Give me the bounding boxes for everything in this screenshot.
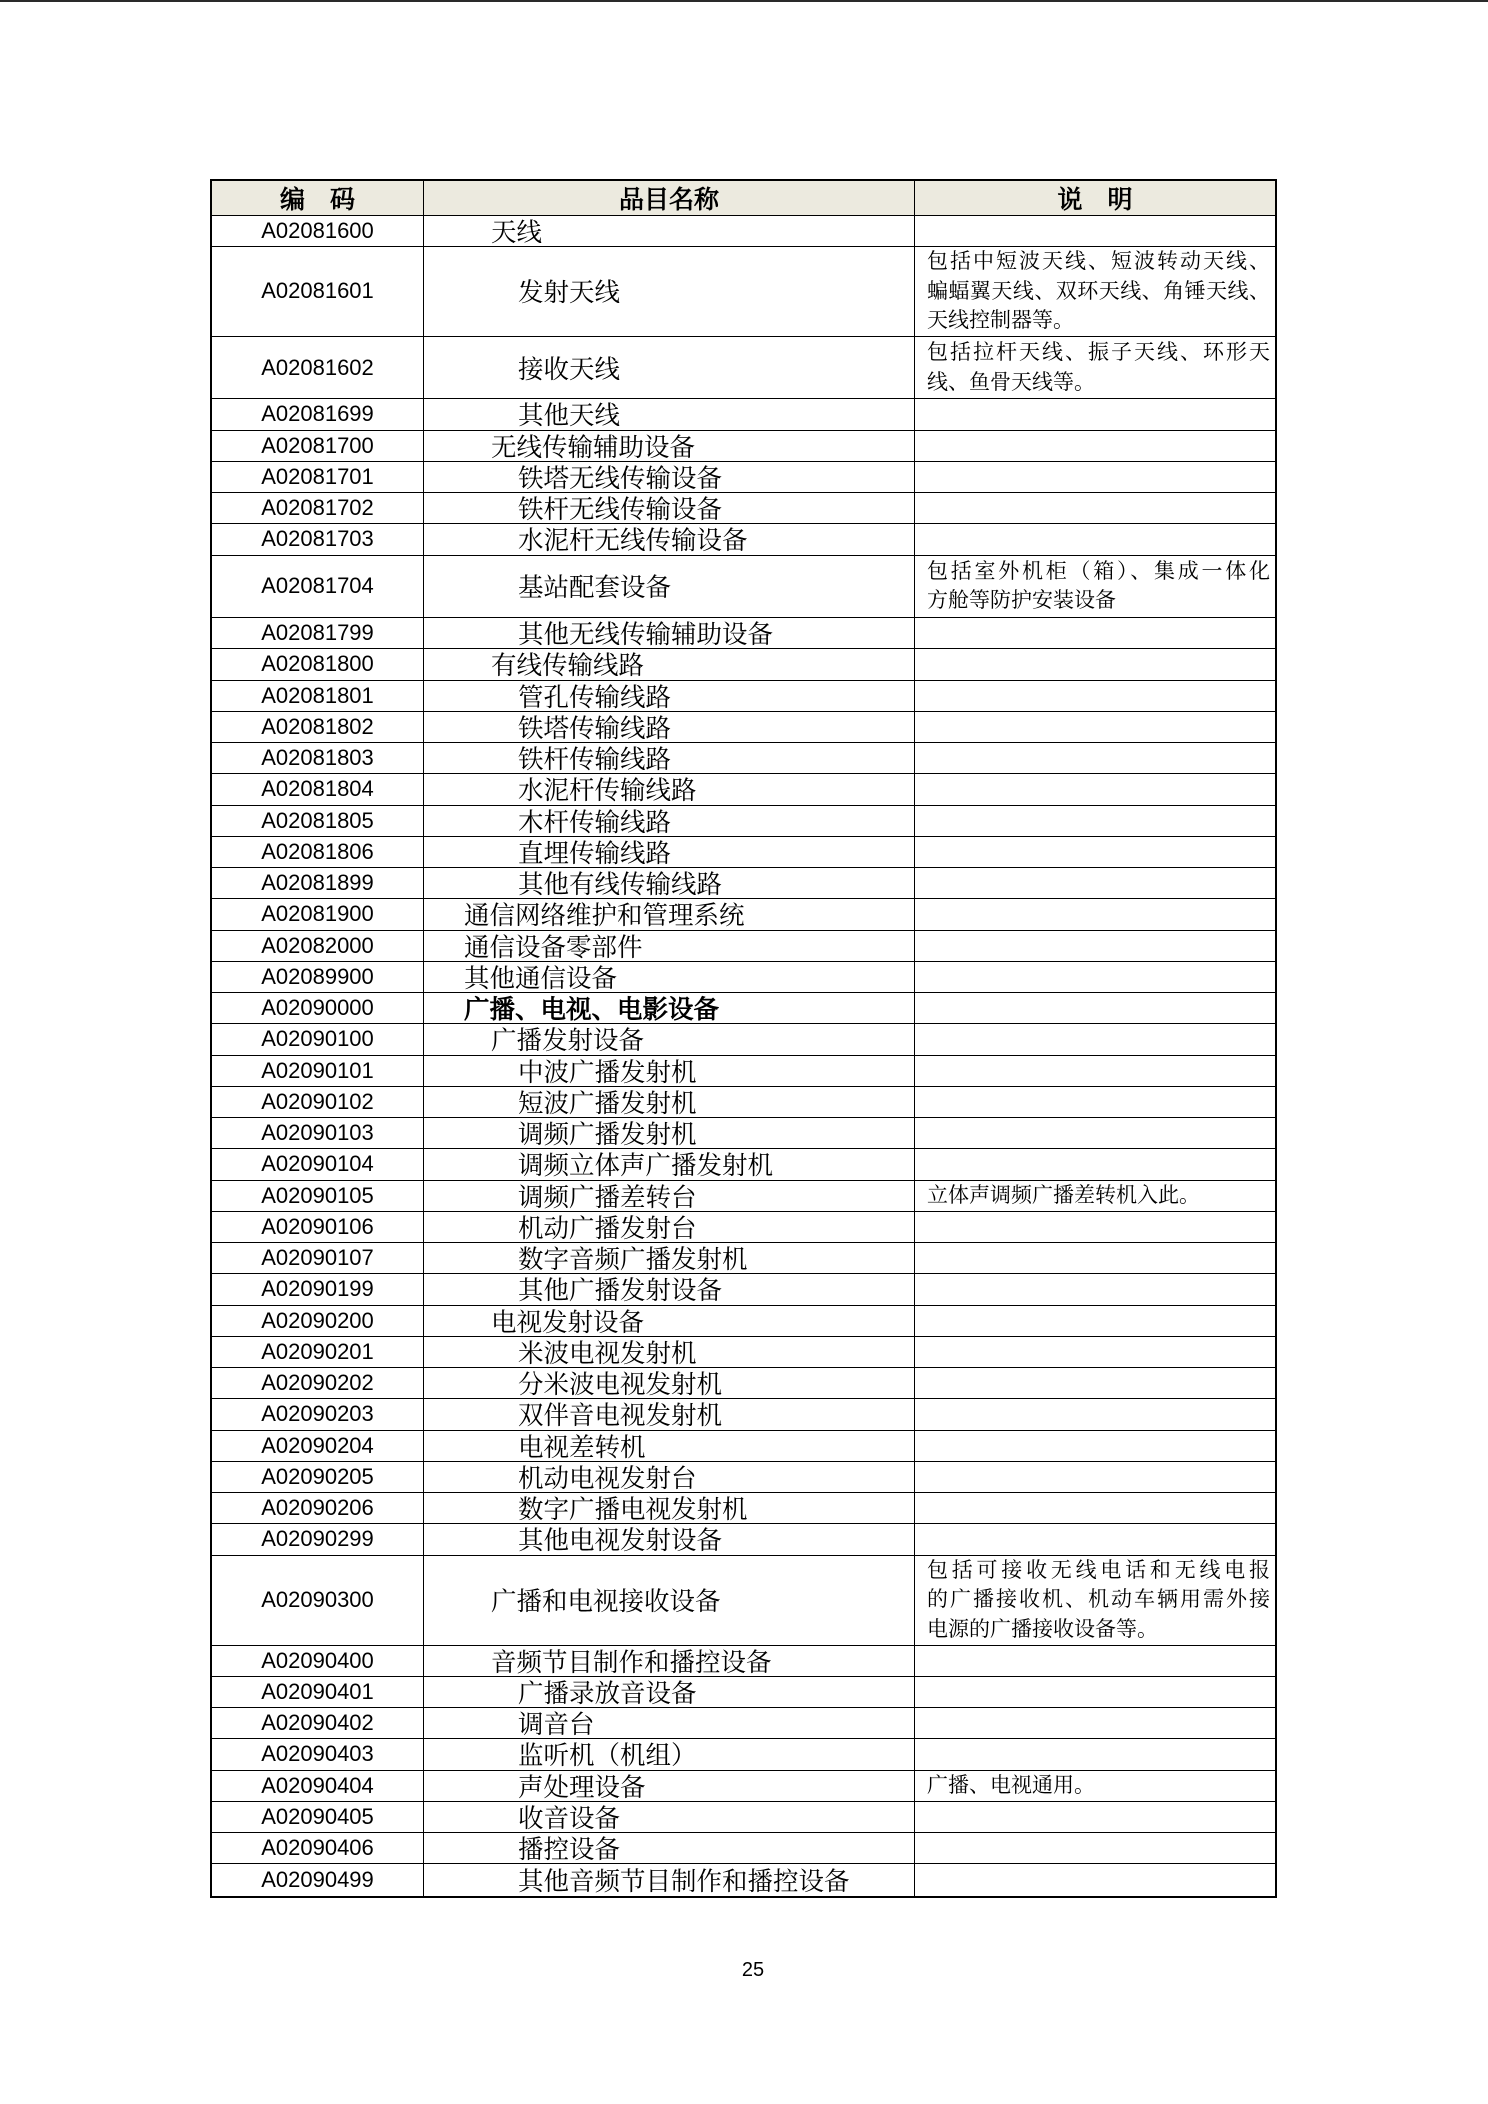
table-row	[212, 1306, 1275, 1337]
table-row	[212, 868, 1275, 899]
item-name: 短波广播发射机	[424, 1087, 915, 1117]
item-code: A02090100	[212, 1024, 424, 1054]
table-row	[212, 1399, 1275, 1430]
item-name: 无线传输辅助设备	[424, 431, 915, 461]
item-name: 收音设备	[424, 1802, 915, 1832]
table-row	[212, 1337, 1275, 1368]
item-code: A02090102	[212, 1087, 424, 1117]
table-row	[212, 712, 1275, 743]
item-code: A02081701	[212, 462, 424, 492]
item-description	[915, 1708, 1275, 1738]
item-description	[915, 462, 1275, 492]
header-item-name: 品目名称	[424, 181, 915, 215]
item-name: 广播发射设备	[424, 1024, 915, 1054]
page-number: 25	[741, 1959, 765, 1981]
item-name: 木杆传输线路	[424, 806, 915, 836]
description-line: 包括可接收无线电话和无线电报	[927, 1557, 1270, 1582]
item-description	[915, 1771, 1275, 1801]
item-code: A02089900	[212, 962, 424, 992]
description-line: 包括室外机柜（箱）、集成一体化	[927, 558, 1270, 583]
description-line: 包括中短波天线、短波转动天线、	[927, 249, 1270, 273]
item-description	[915, 337, 1275, 399]
item-name: 其他通信设备	[424, 962, 915, 992]
table-row	[212, 1833, 1275, 1864]
item-description	[915, 399, 1275, 429]
item-code: A02090400	[212, 1646, 424, 1676]
item-code: A02081700	[212, 431, 424, 461]
item-name: 音频节目制作和播控设备	[424, 1646, 915, 1676]
catalog-table	[210, 179, 1277, 1898]
item-code: A02090404	[212, 1771, 424, 1801]
item-code: A02090300	[212, 1556, 424, 1645]
item-description	[915, 1462, 1275, 1492]
item-code: A02090103	[212, 1118, 424, 1148]
table-row	[212, 1024, 1275, 1055]
item-name: 机动广播发射台	[424, 1212, 915, 1242]
item-code: A02081602	[212, 337, 424, 399]
item-description	[915, 1556, 1275, 1645]
item-code: A02081805	[212, 806, 424, 836]
table-row	[212, 1646, 1275, 1677]
item-code: A02081900	[212, 899, 424, 929]
item-code: A02090402	[212, 1708, 424, 1738]
item-name: 分米波电视发射机	[424, 1368, 915, 1398]
item-description	[915, 681, 1275, 711]
page-top-edge	[0, 0, 1488, 2]
table-body	[212, 216, 1275, 1896]
table-row	[212, 1462, 1275, 1493]
item-name: 有线传输线路	[424, 649, 915, 679]
item-name: 双伴音电视发射机	[424, 1399, 915, 1429]
item-code: A02090499	[212, 1864, 424, 1895]
item-name: 铁杆无线传输设备	[424, 493, 915, 523]
item-code: A02082000	[212, 931, 424, 961]
item-name: 中波广播发射机	[424, 1056, 915, 1086]
item-name: 基站配套设备	[424, 556, 915, 618]
item-description	[915, 1431, 1275, 1461]
table-row	[212, 993, 1275, 1024]
description-line: 方舱等防护安装设备	[927, 588, 1116, 613]
table-row	[212, 216, 1275, 247]
item-code: A02081806	[212, 837, 424, 867]
item-description	[915, 806, 1275, 836]
item-code: A02090107	[212, 1243, 424, 1273]
table-row	[212, 1149, 1275, 1180]
item-description	[915, 1087, 1275, 1117]
table-header-row	[212, 181, 1275, 216]
header-description: 说 明	[1057, 184, 1133, 214]
table-row	[212, 493, 1275, 524]
item-name: 播控设备	[424, 1833, 915, 1863]
table-row	[212, 806, 1275, 837]
item-name: 广播和电视接收设备	[424, 1556, 915, 1645]
item-name: 机动电视发射台	[424, 1462, 915, 1492]
table-row	[212, 681, 1275, 712]
item-name: 调频广播差转台	[424, 1181, 915, 1211]
item-name: 铁塔传输线路	[424, 712, 915, 742]
table-row	[212, 1368, 1275, 1399]
item-description	[915, 899, 1275, 929]
item-code: A02081601	[212, 247, 424, 336]
item-name: 发射天线	[424, 247, 915, 336]
item-name: 通信网络维护和管理系统	[424, 899, 915, 929]
item-name: 电视发射设备	[424, 1306, 915, 1336]
item-description	[915, 1118, 1275, 1148]
item-name: 管孔传输线路	[424, 681, 915, 711]
item-code: A02081704	[212, 556, 424, 618]
item-name: 调频立体声广播发射机	[424, 1149, 915, 1179]
item-code: A02090405	[212, 1802, 424, 1832]
table-row	[212, 1739, 1275, 1770]
item-code: A02090105	[212, 1181, 424, 1211]
item-code: A02090201	[212, 1337, 424, 1367]
item-name: 通信设备零部件	[424, 931, 915, 961]
table-row	[212, 337, 1275, 400]
description-line: 天线控制器等。	[927, 308, 1074, 332]
table-row	[212, 431, 1275, 462]
table-row	[212, 1087, 1275, 1118]
item-code: A02090205	[212, 1462, 424, 1492]
table-row	[212, 743, 1275, 774]
item-code: A02081802	[212, 712, 424, 742]
table-row	[212, 1771, 1275, 1802]
item-code: A02081702	[212, 493, 424, 523]
item-name: 广播录放音设备	[424, 1677, 915, 1707]
item-code: A02090406	[212, 1833, 424, 1863]
item-name: 直埋传输线路	[424, 837, 915, 867]
item-description	[915, 1368, 1275, 1398]
item-description	[915, 1149, 1275, 1179]
table-row	[212, 774, 1275, 805]
item-code: A02090401	[212, 1677, 424, 1707]
item-code: A02081804	[212, 774, 424, 804]
table-row	[212, 1243, 1275, 1274]
description-line: 蝙蝠翼天线、双环天线、角锤天线、	[927, 278, 1270, 303]
item-description	[915, 649, 1275, 679]
item-description	[915, 1864, 1275, 1895]
item-description	[915, 431, 1275, 461]
item-description	[915, 1337, 1275, 1367]
item-code: A02090106	[212, 1212, 424, 1242]
item-name: 其他电视发射设备	[424, 1524, 915, 1554]
item-name: 天线	[424, 216, 915, 246]
description-line: 立体声调频广播差转机入此。	[927, 1182, 1200, 1207]
item-description	[915, 1212, 1275, 1242]
table-row	[212, 462, 1275, 493]
item-code: A02090202	[212, 1368, 424, 1398]
item-name: 米波电视发射机	[424, 1337, 915, 1367]
table-row	[212, 1493, 1275, 1524]
table-row	[212, 524, 1275, 555]
item-description	[915, 837, 1275, 867]
table-row	[212, 1708, 1275, 1739]
item-description	[915, 1739, 1275, 1769]
item-code: A02090200	[212, 1306, 424, 1336]
item-code: A02081699	[212, 399, 424, 429]
item-description	[915, 774, 1275, 804]
item-code: A02090104	[212, 1149, 424, 1179]
item-name: 监听机（机组）	[424, 1739, 915, 1769]
item-description	[915, 1056, 1275, 1086]
item-code: A02081803	[212, 743, 424, 773]
table-row	[212, 931, 1275, 962]
item-name: 铁塔无线传输设备	[424, 462, 915, 492]
item-name: 接收天线	[424, 337, 915, 399]
item-code: A02090101	[212, 1056, 424, 1086]
table-row	[212, 1677, 1275, 1708]
item-name: 其他有线传输线路	[424, 868, 915, 898]
item-name: 铁杆传输线路	[424, 743, 915, 773]
item-name: 其他音频节目制作和播控设备	[424, 1864, 915, 1895]
item-description	[915, 931, 1275, 961]
item-code: A02090000	[212, 993, 424, 1023]
item-description	[915, 1802, 1275, 1832]
item-description	[915, 1274, 1275, 1304]
table-row	[212, 399, 1275, 430]
item-code: A02081800	[212, 649, 424, 679]
table-row	[212, 1431, 1275, 1462]
item-description	[915, 1524, 1275, 1554]
item-code: A02090199	[212, 1274, 424, 1304]
item-name: 数字音频广播发射机	[424, 1243, 915, 1273]
table-row	[212, 649, 1275, 680]
description-line: 的广播接收机、机动车辆用需外接	[927, 1587, 1270, 1612]
table-row	[212, 1212, 1275, 1243]
table-row	[212, 1181, 1275, 1212]
item-description	[915, 743, 1275, 773]
table-row	[212, 962, 1275, 993]
table-row	[212, 1524, 1275, 1555]
item-description	[915, 1646, 1275, 1676]
item-description	[915, 1399, 1275, 1429]
item-code: A02090204	[212, 1431, 424, 1461]
item-name: 调音台	[424, 1708, 915, 1738]
item-name: 电视差转机	[424, 1431, 915, 1461]
item-description	[915, 216, 1275, 246]
item-name: 水泥杆传输线路	[424, 774, 915, 804]
table-row	[212, 556, 1275, 619]
item-code: A02090206	[212, 1493, 424, 1523]
table-row	[212, 247, 1275, 337]
item-code: A02081899	[212, 868, 424, 898]
header-code: 编 码	[212, 181, 424, 215]
table-row	[212, 1864, 1275, 1895]
table-row	[212, 899, 1275, 930]
table-row	[212, 1556, 1275, 1646]
item-description	[915, 1833, 1275, 1863]
description-line: 包括拉杆天线、振子天线、环形天	[927, 340, 1270, 364]
item-code: A02081703	[212, 524, 424, 554]
item-description	[915, 1677, 1275, 1707]
item-description	[915, 1181, 1275, 1211]
item-name: 广播、电视、电影设备	[424, 993, 915, 1023]
item-name: 数字广播电视发射机	[424, 1493, 915, 1523]
table-row	[212, 1118, 1275, 1149]
item-name: 调频广播发射机	[424, 1118, 915, 1148]
table-row	[212, 837, 1275, 868]
item-description	[915, 712, 1275, 742]
item-code: A02081801	[212, 681, 424, 711]
item-code: A02090203	[212, 1399, 424, 1429]
item-description	[915, 1243, 1275, 1273]
item-name: 声处理设备	[424, 1771, 915, 1801]
item-description	[915, 247, 1275, 336]
item-description	[915, 618, 1275, 648]
description-line: 广播、电视通用。	[927, 1772, 1095, 1797]
table-row	[212, 1274, 1275, 1305]
item-description	[915, 556, 1275, 618]
item-name: 其他广播发射设备	[424, 1274, 915, 1304]
item-name: 水泥杆无线传输设备	[424, 524, 915, 554]
item-name: 其他天线	[424, 399, 915, 429]
item-description	[915, 868, 1275, 898]
item-code: A02081799	[212, 618, 424, 648]
table-row	[212, 1056, 1275, 1087]
item-description	[915, 962, 1275, 992]
item-description	[915, 524, 1275, 554]
item-name: 其他无线传输辅助设备	[424, 618, 915, 648]
item-description	[915, 1493, 1275, 1523]
item-description	[915, 493, 1275, 523]
item-code: A02090299	[212, 1524, 424, 1554]
description-line: 电源的广播接收设备等。	[927, 1616, 1158, 1641]
item-code: A02090403	[212, 1739, 424, 1769]
description-line: 线、鱼骨天线等。	[927, 369, 1095, 394]
item-code: A02081600	[212, 216, 424, 246]
table-row	[212, 1802, 1275, 1833]
table-row	[212, 618, 1275, 649]
item-description	[915, 1306, 1275, 1336]
item-description	[915, 1024, 1275, 1054]
item-description	[915, 993, 1275, 1023]
